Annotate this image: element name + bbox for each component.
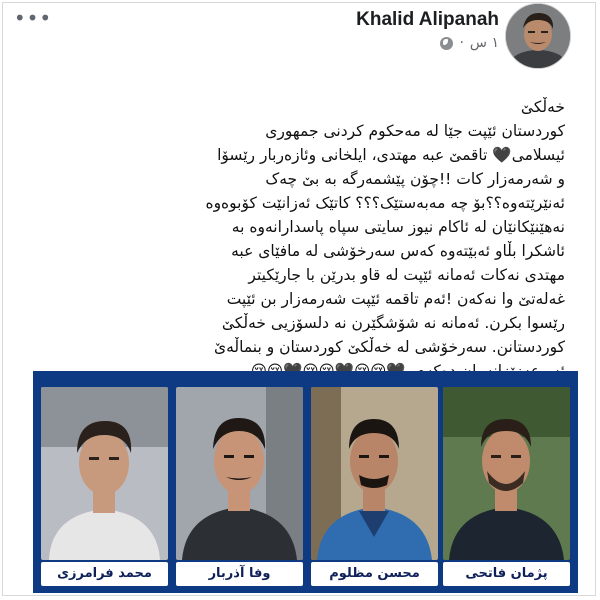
avatar[interactable] [505,3,571,69]
post-card [2,2,596,596]
post-text-line: مهتدی نەکات ئەمانە ئێپت لە قاو بدرێن با جارێکیتر [248,266,565,284]
post-text-line: و شەرمەزار کات !!چۆن پێشمەرگە بە بێ چەک [265,170,565,188]
person-card [311,387,438,587]
post-text-line: کوردستان ئێپت جێا لە مەحکوم کردنی جمهوری [265,122,565,140]
post-text-line: کوردستانن. سەرخۆشی لە خەڵکێ کوردستان و بنماڵەێ [213,338,565,356]
person-photo [176,387,303,560]
post-text-line: غەلەتێ وا نەکەن !ئەم تاقمە ئێپت شەرمەزار بن ئێپت [226,290,565,308]
more-options-icon[interactable]: ••• [13,6,53,30]
post-text-line: ئیسلامی🖤 تاقمێ عبە مهتدی، ایلخانی وئازەربار رێسۆا [217,146,565,164]
person-name: پژمان فاتحی [443,562,570,586]
author-name[interactable]: Khalid Alipanah [356,9,499,30]
person-name: محمد فرامرزی [41,562,168,586]
post-image[interactable] [33,371,578,593]
post-text-line: ئاشکرا بڵاو ئەبێتەوە کەس سەرخۆشی لە مافێای عبە [231,242,565,260]
person-name: وفا آذربار [176,562,303,586]
post-text-line: نەهێنێکانێان لە ئاکام نیوز سایتی سپاه پاسدارانەوە بە [231,218,565,236]
post-text-line: خەڵکێ [520,98,565,116]
meta-separator: · [459,35,464,51]
person-card [443,387,570,587]
person-card [41,387,168,587]
person-photo [41,387,168,560]
globe-icon [440,37,453,50]
post-text [65,95,565,383]
person-card [176,387,303,587]
person-name: محسن مظلوم [311,562,438,586]
post-text-line: ئەنێرێتەوە؟؟بۆ چە مەبەستێک؟؟؟ کاتێک ئەزانێت کۆبوەوە [205,194,565,212]
person-photo [443,387,570,560]
person-photo [311,387,438,560]
post-meta [440,35,499,51]
post-text-line: رێسوا بکرن. ئەمانە نە شۆشگێرن نە دلسۆزیی خەڵکێ [221,314,565,332]
post-timestamp[interactable]: ١ س [469,35,499,51]
